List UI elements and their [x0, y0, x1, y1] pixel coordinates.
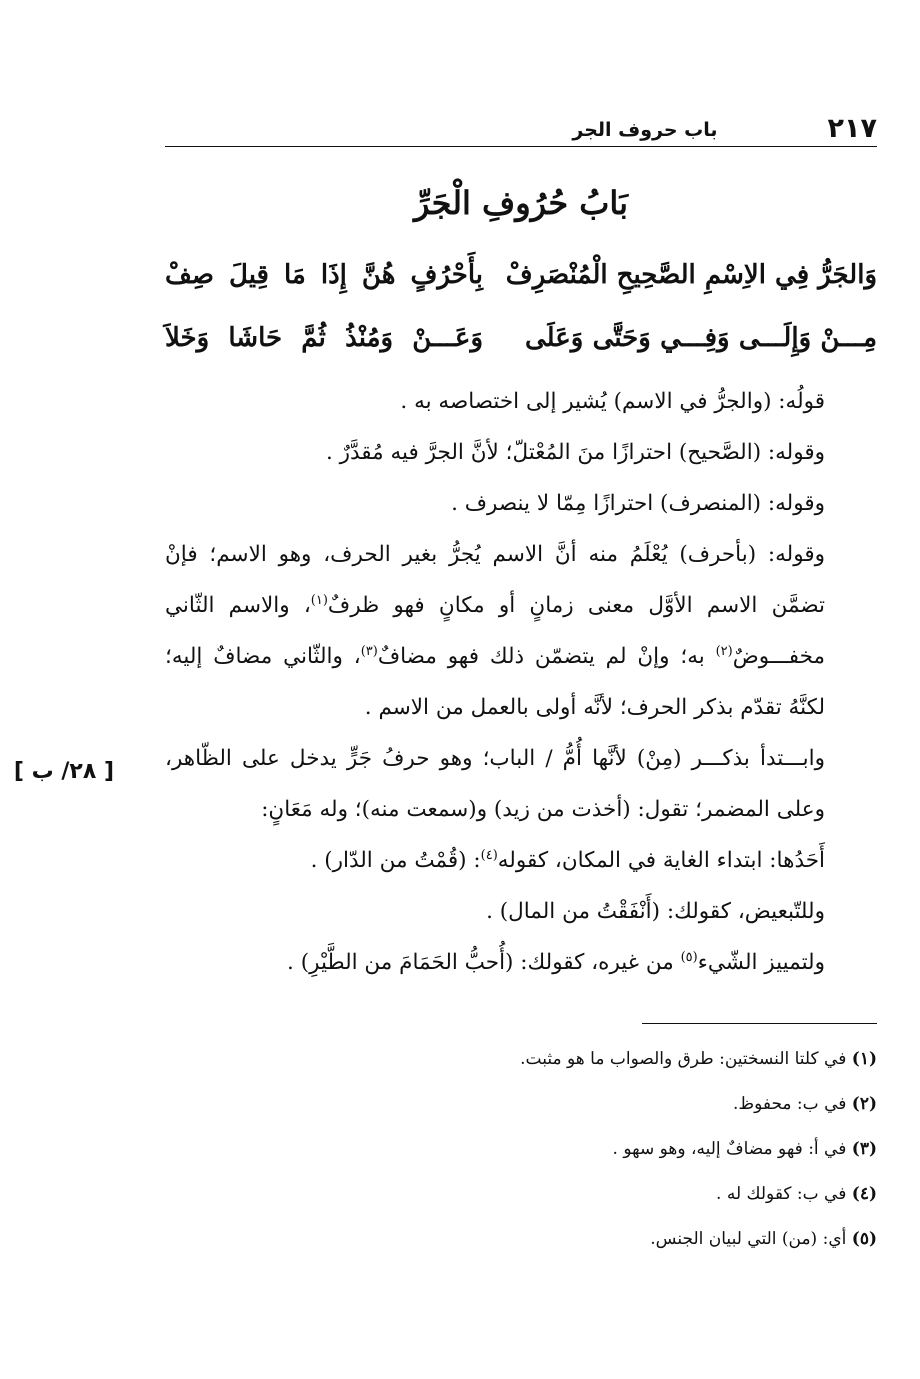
footnote-4-number: (٤): [851, 1184, 877, 1204]
footnote-2-number: (٢): [851, 1094, 877, 1114]
verse-line-2: [165, 310, 877, 366]
paragraph-5: وابـــتدأ بذكـــر (مِنْ) لأنَّها أُمُّ / الباب؛ وهو حرفُ جَرٍّ يدخل على الظّاهر، وعلى المضمر؛ تقول: (أخذت من زيد) و(سمعت منه)؛ وله مَعَانٍ:: [165, 746, 825, 822]
paragraph-4-part-a: وقوله: (بأحرف) يُعْلَمُ منه أنَّ الاسم يُجرُّ بغير الحرف، وهو الاسم؛ فإنْ تضمَّن الاسم الأوَّل معنى زمانٍ أو مكانٍ فهو ظرفٌ: [165, 542, 826, 618]
verse-2-first-hemistich: مِـــنْ وَإِلَـــى وَفِـــي وَحَتَّى وَعَلَى: [525, 323, 877, 353]
verse-2-second-hemistich: وَعَـــنْ وَمُنْذُ ثُمَّ حَاشَا وَخَلاَ: [165, 323, 483, 353]
paragraph-8-part-a: ولتمييز الشّيء: [697, 950, 825, 975]
footnote-4-text: في ب: كقولك له .: [716, 1184, 852, 1204]
footnote-5-number: (٥): [851, 1229, 877, 1249]
paragraph-2: وقوله: (الصَّحيح) احترازًا منَ المُعْتلّ؛ لأنَّ الجرَّ فيه مُقدَّرٌ .: [325, 440, 825, 465]
commentary-text: [165, 376, 877, 988]
paragraph-6-part-b: : (قُمْتُ من الدّار) .: [310, 848, 481, 873]
paragraph-4-part-c: به؛ وإنْ لم يتضمّن ذلك فهو مضافٌ: [377, 644, 716, 669]
footnote-3-number: (٣): [851, 1139, 877, 1159]
chapter-title: بَابُ حُرُوفِ الْجَرِّ: [413, 184, 629, 222]
paragraph-4: [165, 529, 877, 733]
paragraph-8-part-b: من غيره، كقولك: (أُحبُّ الحَمَامَ من الطَّيْرِ) .: [287, 950, 681, 975]
paragraph-6-part-a: أَحَدُها: ابتداء الغاية في المكان، كقوله: [497, 848, 825, 873]
running-header: [165, 108, 877, 144]
footnotes: [165, 1037, 877, 1262]
footnote-5: [165, 1217, 877, 1262]
footnote-2-text: في ب: محفوظ.: [732, 1094, 852, 1114]
paragraph-4-part-b: ، والاسم الثّاني مخفـــوضٌ: [165, 593, 825, 669]
page-number: ٢١٧: [827, 113, 877, 144]
manuscript-folio-marker: [ ٢٨/ ب ]: [13, 759, 114, 784]
footnote-ref-4: (٤): [480, 847, 498, 863]
footnote-1-number: (١): [851, 1049, 877, 1069]
footnote-rule: [642, 1023, 877, 1024]
paragraph-7: وللتّبعيض، كقولك: (أَنْفَقْتُ من المال) .: [486, 899, 825, 924]
paragraph-8: [165, 937, 877, 988]
footnote-4: [165, 1172, 877, 1217]
footnote-ref-5: (٥): [680, 949, 698, 965]
footnote-3: [165, 1127, 877, 1172]
footnote-2: [165, 1082, 877, 1127]
paragraph-1: قولُه: (والجرُّ في الاسم) يُشير إلى اختصاصه به .: [400, 389, 825, 414]
verse-1-first-hemistich: وَالجَرُّ فِي الاِسْمِ الصَّحِيحِ الْمُنْصَرِفْ: [505, 260, 877, 290]
footnote-ref-2: (٢): [715, 643, 733, 659]
footnote-1-text: في كلتا النسختين: طرق والصواب ما هو مثبت.: [520, 1049, 852, 1069]
header-rule: [165, 146, 877, 147]
footnote-ref-1: (١): [310, 592, 328, 608]
verse-line-1: [165, 247, 877, 303]
footnote-1: [165, 1037, 877, 1082]
running-title: باب حروف الجر: [572, 119, 718, 141]
paragraph-3: وقوله: (المنصرف) احترازًا مِمّا لا ينصرف .: [451, 491, 825, 516]
footnote-3-text: في أ: فهو مضافٌ إليه، وهو سهو .: [612, 1139, 852, 1159]
footnote-ref-3: (٣): [360, 643, 378, 659]
footnote-5-text: أي: (من) التي لبيان الجنس.: [650, 1229, 852, 1249]
paragraph-6: [165, 835, 877, 886]
verse-1-second-hemistich: بِأَحْرُفٍ هُنَّ إِذَا مَا قِيلَ صِفْ: [165, 260, 483, 290]
paragraph-4-part-d: ، والثّاني مضافٌ إليه؛ لكنَّهُ تقدّم بذكر الحرف؛ لأنَّه أولى بالعمل من الاسم .: [165, 644, 825, 720]
